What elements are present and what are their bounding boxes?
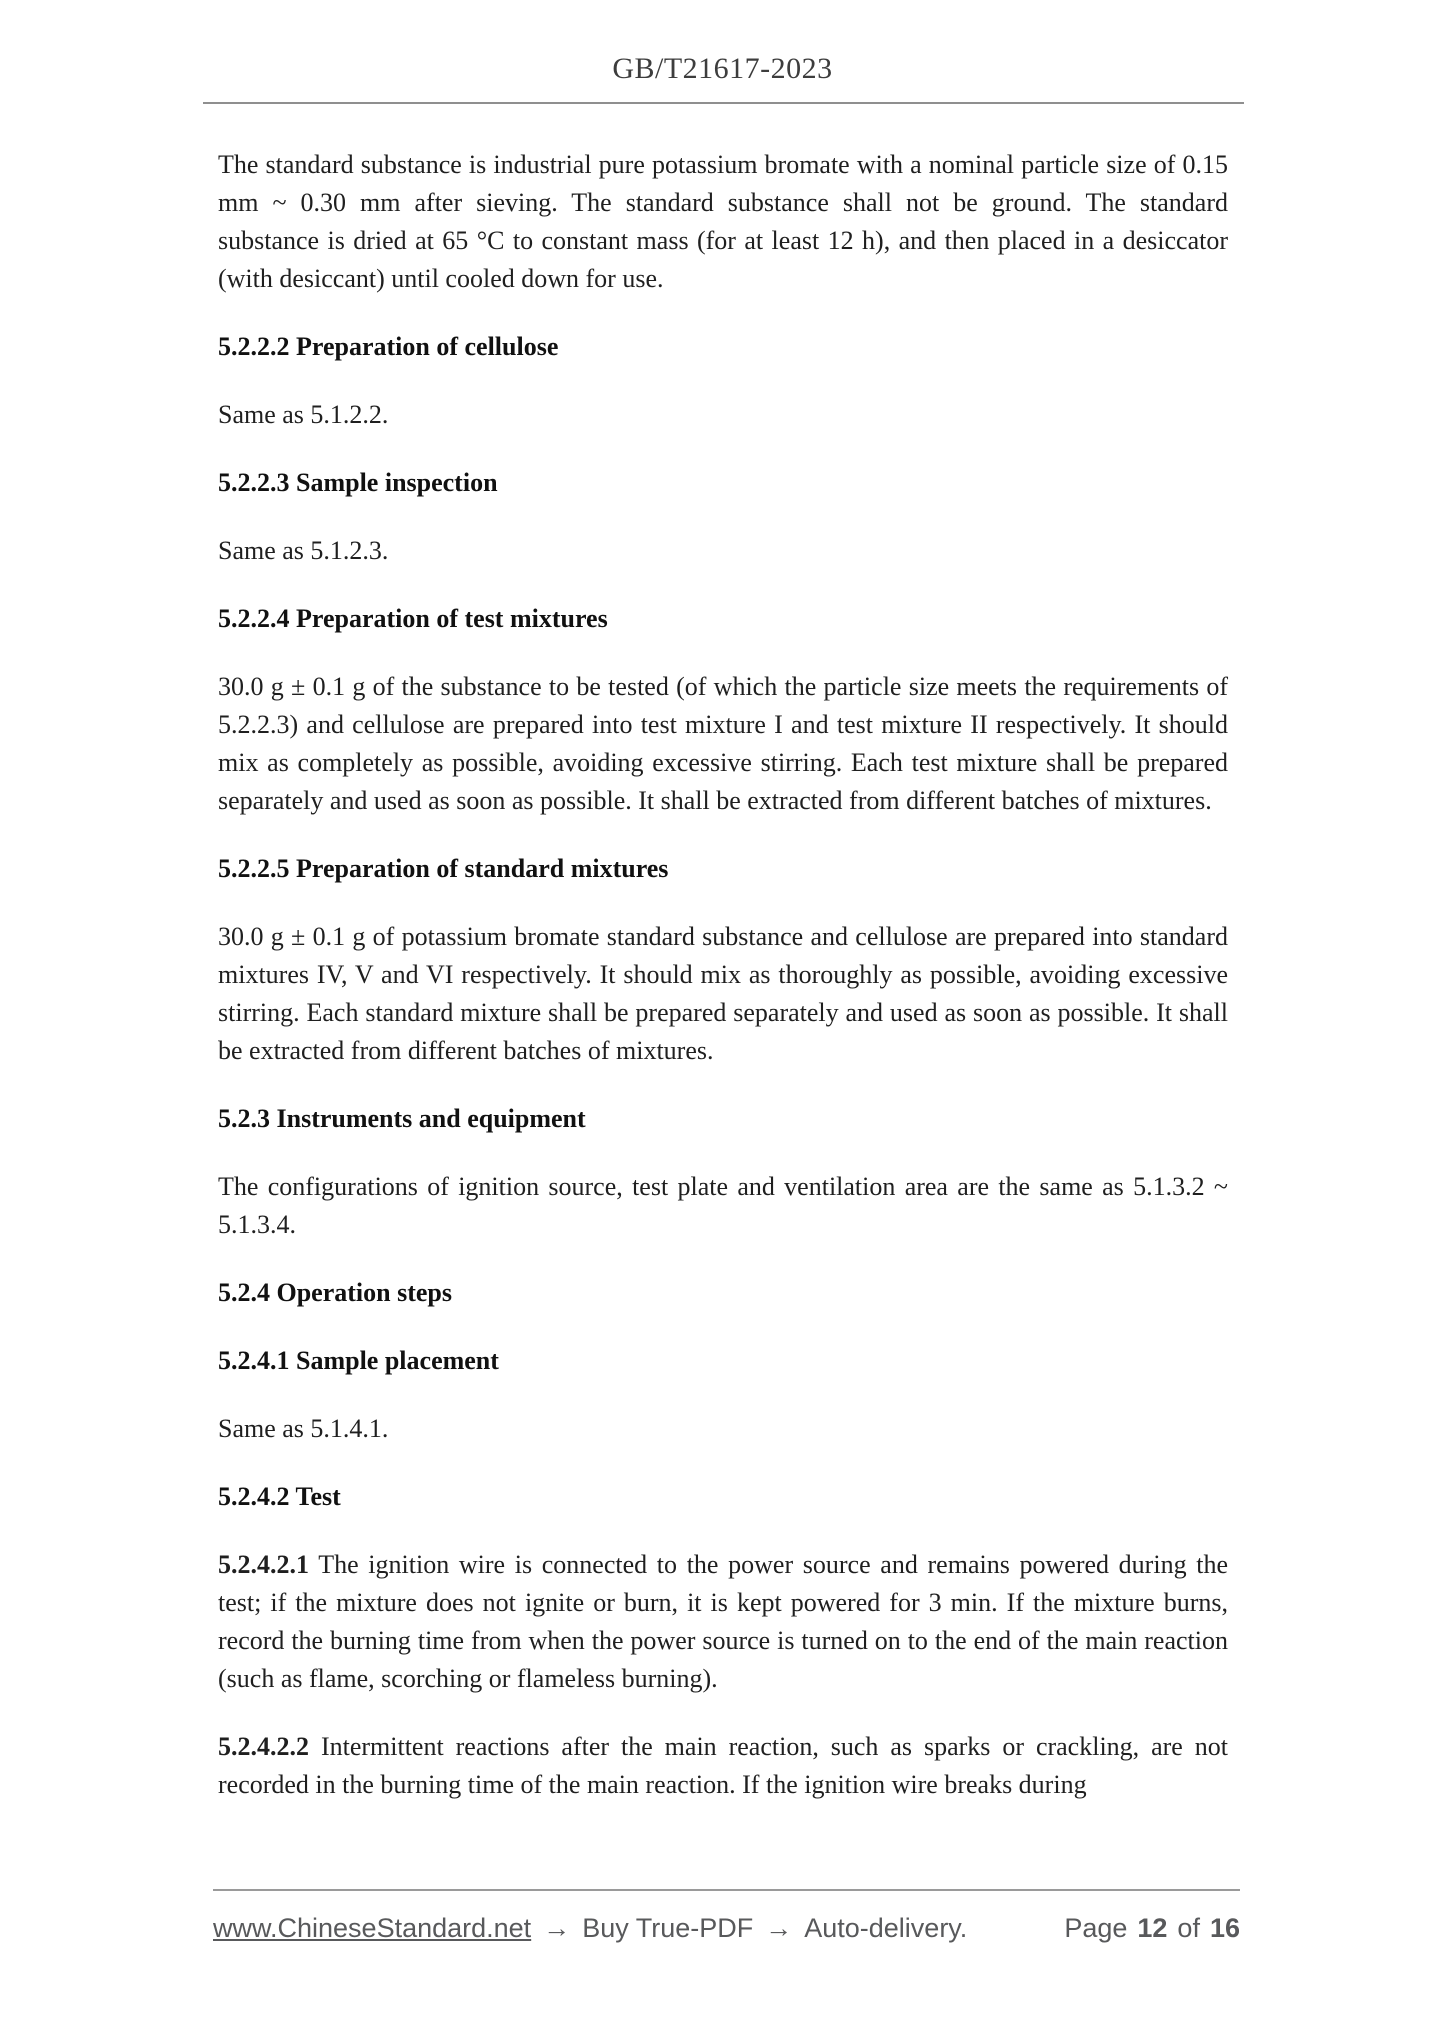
clause-number-5-2-4-2-1: 5.2.4.2.1 — [218, 1550, 309, 1579]
footer-row — [213, 1891, 1240, 1944]
clause-text-5-2-4-2-1: The ignition wire is connected to the power source and remains powered during the test; if the mixture does not ignite or burn, it is kept powered for 3 min. If the mixture burns, record the burning time from when the power source is turned on to the end of the main reaction (such as flame, scorching or flameless burning). — [218, 1550, 1228, 1693]
footer-links — [213, 1913, 967, 1944]
arrow-right-icon: → — [543, 1913, 571, 1943]
page-header — [0, 0, 1445, 104]
clause-number-5-2-4-2-2: 5.2.4.2.2 — [218, 1732, 309, 1761]
paragraph-same-as-5-1-2-2: Same as 5.1.2.2. — [218, 400, 389, 429]
paragraph-same-as-5-1-2-3: Same as 5.1.2.3. — [218, 536, 389, 565]
heading-5-2-2-2: 5.2.2.2 Preparation of cellulose — [218, 332, 559, 361]
standard-code-title: GB/T21617-2023 — [612, 52, 833, 85]
heading-5-2-4: 5.2.4 Operation steps — [218, 1278, 452, 1307]
current-page-number: 12 — [1137, 1913, 1168, 1943]
arrow-right-icon: → — [765, 1913, 793, 1943]
page-footer — [213, 1889, 1240, 1944]
paragraph-standard-mixtures: 30.0 g ± 0.1 g of potassium bromate standard substance and cellulose are prepared into standard mixtures IV, V and VI respectively. It should mix as thoroughly as possible, avoiding excessive stirring. Each standard mixture shall be prepared separately and used as soon as possible. It shall be extracted from different batches of mixtures. — [218, 922, 1228, 1065]
heading-5-2-2-4: 5.2.2.4 Preparation of test mixtures — [218, 604, 608, 633]
clause-5-2-4-2-2 — [218, 1728, 1228, 1804]
heading-5-2-2-3: 5.2.2.3 Sample inspection — [218, 468, 498, 497]
paragraph-standard-substance: The standard substance is industrial pure potassium bromate with a nominal particle size of 0.15 mm ~ 0.30 mm after sieving. The standard substance shall not be ground. The standard substance is dried at 65 °C to constant mass (for at least 12 h), and then placed in a desiccator (with desiccant) until cooled down for use. — [218, 150, 1228, 293]
heading-5-2-3: 5.2.3 Instruments and equipment — [218, 1104, 586, 1133]
paragraph-same-as-5-1-4-1: Same as 5.1.4.1. — [218, 1414, 389, 1443]
buy-true-pdf-label: Buy True-PDF — [582, 1913, 754, 1943]
heading-5-2-4-2: 5.2.4.2 Test — [218, 1482, 341, 1511]
clause-5-2-4-2-1 — [218, 1546, 1228, 1698]
of-word: of — [1177, 1913, 1200, 1943]
total-pages-number: 16 — [1209, 1913, 1240, 1943]
page-indicator — [1064, 1913, 1240, 1944]
site-link[interactable]: www.ChineseStandard.net — [213, 1913, 532, 1943]
page-word: Page — [1064, 1913, 1128, 1943]
paragraph-test-mixtures: 30.0 g ± 0.1 g of the substance to be tested (of which the particle size meets the requirements of 5.2.2.3) and cellulose are prepared into test mixture I and test mixture II respectively. It should mix as completely as possible, avoiding excessive stirring. Each test mixture shall be prepared separately and used as soon as possible. It shall be extracted from different batches of mixtures. — [218, 672, 1228, 815]
clause-text-5-2-4-2-2: Intermittent reactions after the main reaction, such as sparks or crackling, are not recorded in the burning time of the main reaction. If the ignition wire breaks during — [218, 1732, 1229, 1799]
paragraph-configurations: The configurations of ignition source, test plate and ventilation area are the same as 5.1.3.2 ~ 5.1.3.4. — [218, 1172, 1228, 1239]
heading-5-2-4-1: 5.2.4.1 Sample placement — [218, 1346, 499, 1375]
header-divider — [203, 102, 1244, 104]
document-body — [218, 146, 1228, 1804]
auto-delivery-label: Auto-delivery. — [804, 1913, 968, 1943]
heading-5-2-2-5: 5.2.2.5 Preparation of standard mixtures — [218, 854, 669, 883]
